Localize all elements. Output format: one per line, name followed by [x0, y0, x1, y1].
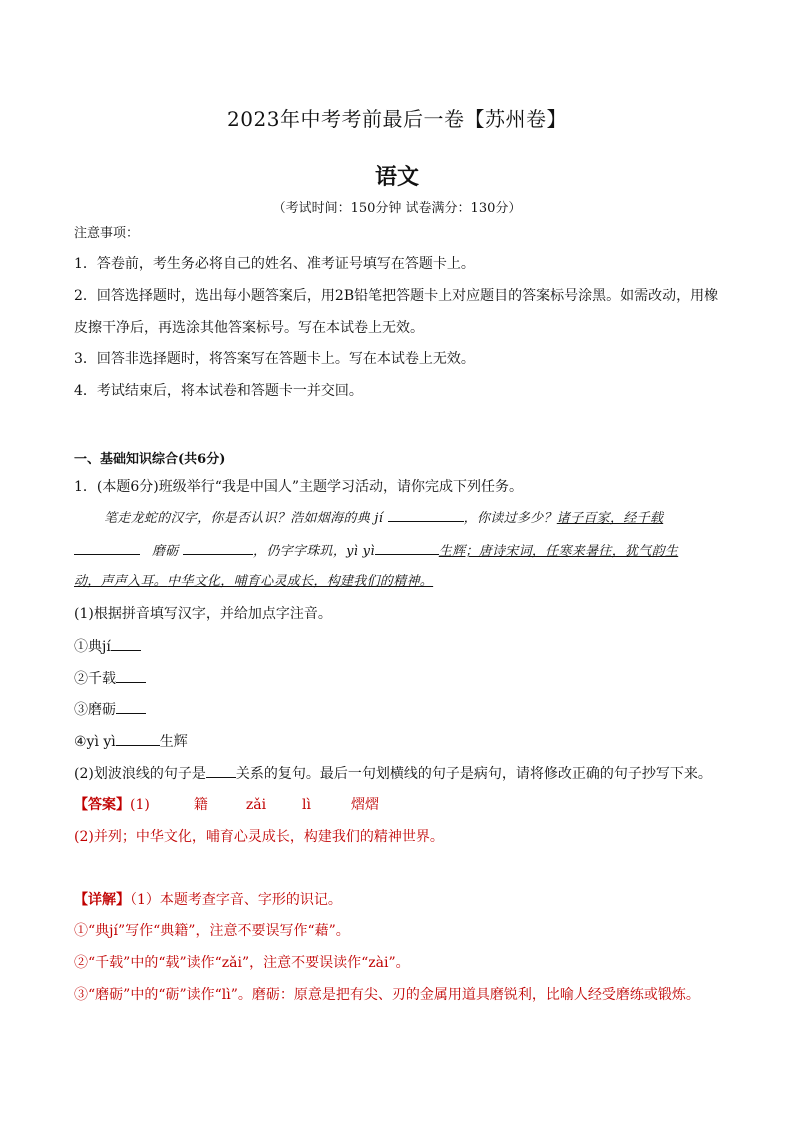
answer-value: 熠熠: [351, 797, 380, 813]
item-suffix: 生辉: [159, 734, 188, 750]
answer-blank: [111, 636, 141, 651]
underlined-sentence: 中华文化，哺育心灵成长，构建我们的精神。: [167, 574, 434, 589]
item-3: [74, 699, 146, 719]
note-item-2-cont: 皮擦干净后，再选涂其他答案标号。写在本试卷上无效。: [74, 320, 424, 336]
passage-text: 笔走龙蛇的汉字，你是否认识？浩如烟海的典 jí: [104, 511, 384, 526]
passage-line-1: [104, 507, 663, 526]
item-label: ②千载: [74, 671, 116, 687]
exam-info: （考试时间：150分钟 试卷满分：130分）: [272, 201, 522, 216]
sub2-text: 关系的复句。最后一句划横线的句子是病句，请将修改正确的句子抄写下来。: [235, 766, 712, 782]
wavy-sentence: 生辉；唐诗宋词，任寒来暑往，犹气韵生: [438, 544, 679, 559]
detail-intro-text: （1）本题考查字音、字形的识记。: [130, 892, 342, 908]
sub-question-2: [74, 763, 712, 783]
item-label: ①典jí: [74, 639, 111, 655]
answer-blank: [183, 540, 253, 555]
answer-blank: [116, 668, 146, 683]
item-1: [74, 636, 141, 656]
answer-blank: [206, 763, 236, 778]
answer-value: lì: [302, 797, 312, 813]
passage-text: ，你读过多少？: [463, 511, 557, 526]
note-item-1: 1．答卷前，考生务必将自己的姓名、准考证号填写在答题卡上。: [74, 256, 475, 272]
passage-line-2: [74, 540, 678, 559]
item-label: ③磨砺: [74, 702, 116, 718]
note-item-3: 3．回答非选择题时，将答案写在答题卡上。写在本试卷上无效。: [74, 351, 475, 367]
detail-item-2: ②“千载”中的“载”读作“zǎi”，注意不要误读作“zài”。: [74, 955, 410, 971]
notes-heading: 注意事项：: [74, 226, 140, 241]
page-title: 2023年中考考前最后一卷【苏州卷】: [227, 107, 567, 131]
item-2: [74, 668, 146, 688]
detail-intro: [74, 889, 342, 909]
passage-text: 磨砺: [152, 544, 179, 559]
passage-text: ，仍字字珠玑，yì yì: [253, 544, 375, 559]
detail-label: 【详解】: [74, 892, 130, 908]
subject-title: 语文: [374, 165, 419, 190]
sub-question-1: (1)根据拼音填写汉字，并给加点字注音。: [74, 606, 332, 622]
answer-blank: [116, 731, 160, 746]
answer-blank: [388, 507, 464, 522]
answer-value: zǎi: [245, 797, 267, 813]
answer-line-1: [74, 794, 379, 814]
answer-line-2: (2)并列；中华文化，哺育心灵成长，构建我们的精神世界。: [74, 829, 444, 845]
answer-blank: [375, 540, 439, 555]
detail-item-1: ①“典jí”写作“典籍”，注意不要误写作“藉”。: [74, 923, 350, 939]
question-stem: 1．(本题6分)班级举行“我是中国人”主题学习活动，请你完成下列任务。: [74, 479, 524, 495]
answer-label: 【答案】: [74, 797, 130, 813]
section-heading: 一、基础知识综合(共6分): [74, 452, 226, 467]
wavy-sentence: 诸子百家，经千载: [556, 511, 664, 526]
answer-blank: [116, 699, 146, 714]
sub2-text: (2)划波浪线的句子是: [74, 766, 206, 782]
answer-blank: [74, 540, 140, 555]
answer-part: (1): [130, 797, 150, 813]
item-label: ④yì yì: [74, 734, 116, 750]
passage-line-3: [74, 570, 433, 589]
wavy-sentence: 动，声声入耳。: [74, 574, 168, 589]
note-item-2: 2．回答选择题时，选出每小题答案后，用2B铅笔把答题卡上对应题目的答案标号涂黑。如需改动，用橡: [74, 288, 719, 304]
answer-value: 籍: [193, 797, 208, 813]
item-4: [74, 731, 188, 751]
note-item-4: 4．考试结束后，将本试卷和答题卡一并交回。: [74, 383, 363, 399]
detail-item-3: ③“磨砺”中的“砺”读作“lì”。磨砺：原意是把有尖、刃的金属用道具磨锐利，比喻人经受磨练或锻炼。: [74, 987, 700, 1003]
